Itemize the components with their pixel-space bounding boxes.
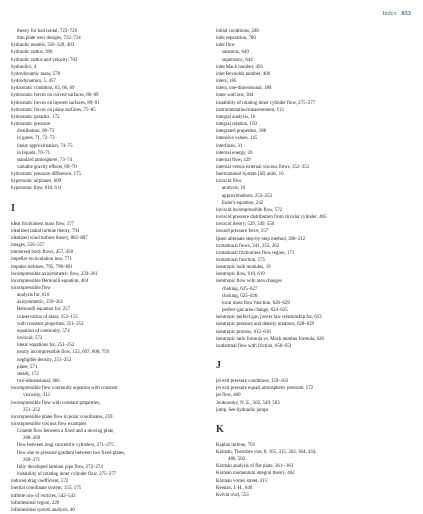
index-entry: hydrostatic condition, 65, 66, 89 <box>11 86 75 92</box>
index-entry: hypersonic airplanes, 609 <box>11 179 62 185</box>
index-subentry: instability of rotating inner cylinder flow, 275–277 <box>17 472 117 478</box>
index-subentry: 269–271 <box>23 457 41 463</box>
index-entry: inlet Mach number, 456 <box>216 64 263 70</box>
index-subentry: local mass flow function, 626–629 <box>222 300 290 306</box>
index-entry: hypersonic flow, 610, 611 <box>11 186 62 192</box>
index-entry: inner wall law, 364 <box>216 93 254 99</box>
index-entry: infinite row of vortices, 542–543 <box>11 493 76 499</box>
index-entry: hydrostatic paradox, 172 <box>11 114 60 120</box>
index-entry: isentropic flow, 610, 619 <box>216 272 265 278</box>
index-entry: hydrodynamics, 5, 457 <box>11 79 56 85</box>
index-subentry: analysis for, 610 <box>17 293 50 299</box>
index-entry: jet exit pressure equals atmospheric pressure, 172 <box>216 386 314 392</box>
index-entry: internal flow, 329 <box>216 157 251 163</box>
index-subentry: analysis, 16 <box>222 186 246 192</box>
running-header <box>382 10 411 17</box>
index-section-letter: K <box>216 423 224 435</box>
index-entry: inlets, 185 <box>216 79 237 85</box>
index-subentry: plane, 571 <box>17 364 38 370</box>
index-subentry: axisymmetric, 259–261 <box>17 300 64 306</box>
index-subentry: conservation of mass, 152–155 <box>17 314 78 320</box>
index-subentry: variable gravity effects, 69–70 <box>17 164 77 170</box>
index-entry: Kelvin oval, 553 <box>216 492 249 498</box>
index-entry: infinitesimal system analysis, 40 <box>11 507 75 513</box>
index-subentry: nearly incompressible flow, 152, 607, 608, 759 <box>17 350 110 356</box>
index-subentry: viscosity, 312 <box>23 393 50 399</box>
index-entry: Kármán, Theodore von, 8, 165, 315, 362, 364, 434, <box>216 449 317 455</box>
index-subentry: flow between long concentric cylinders, 271–275 <box>17 443 114 449</box>
index-entry: incompressible flow <box>11 286 51 291</box>
index-entry: hydrostatic forces on curved surfaces, 86–89 <box>11 93 99 99</box>
index-entry: inviscid flow <box>216 179 242 185</box>
index-entry: immersed body flows, 457, 458 <box>11 250 73 256</box>
index-entry: incompressible flow with constant properties, <box>11 400 101 406</box>
index-entry: images, 556–557 <box>11 243 45 249</box>
index-entry: hydrostatic pressure difference, 175 <box>11 172 81 178</box>
index-entry: inlets, one-dimensional, 188 <box>216 86 272 92</box>
index-entry: Kármán momentum integral theory, 462 <box>216 471 295 477</box>
index-entry: jet exit pressure conditions, 159–163 <box>216 379 289 385</box>
index-subentry: steady, 172 <box>17 371 39 377</box>
index-entry: Joukowsky, N. E., 502, 549, 563 <box>216 400 280 406</box>
index-entry: intensive values, 145 <box>216 136 258 142</box>
index-subentry: distribution, 68–73 <box>17 129 55 135</box>
index-section-letter: J <box>216 360 221 372</box>
index-entry: isentropic perfect gas, power law relationship for, 613 <box>216 315 322 321</box>
index-subentry: linear equations for, 251–252 <box>17 343 75 349</box>
index-entry: hydrostatic forces on plane surfaces, 75–85 <box>11 107 96 113</box>
index-subentry: with constant properties, 251–252 <box>17 321 84 327</box>
index-entry: inviscid pressure distribution from circular cylinder, 465 <box>216 215 327 221</box>
index-column-right <box>216 28 392 499</box>
index-entry: idealized wind turbine theory, 802–807 <box>11 235 88 241</box>
index-subentry: linear approximation, 74–75 <box>17 143 73 149</box>
index-subentry: supersonic, 644 <box>222 57 253 63</box>
index-entry: isentropic pressure and density relations, 628–629 <box>216 322 315 328</box>
index-entry: incompressible Bernoulli equation, 404 <box>11 278 89 284</box>
index-entry: impeller recirculation loss, 771 <box>11 257 72 263</box>
index-subentry: choking, 625–626 <box>222 293 258 299</box>
index-subentry: subsonic, 640 <box>222 50 249 56</box>
index-subentry: Euler's equation, 242 <box>222 200 264 206</box>
index-entry: Keenan, J. H., 640 <box>216 485 253 491</box>
index-entry: jump. See hydraulic jumps <box>216 407 269 413</box>
index-entry: incompressible plane flow in polar coordinates, 259 <box>11 414 113 420</box>
index-subentry: Couette flow between a fixed and a moving plate, <box>17 429 115 435</box>
index-entry: International System (SI) units, 10 <box>216 172 284 178</box>
index-entry: inviscid theory, 529, 549, 550 <box>216 222 275 228</box>
index-entry: irrotational flows, 241, 253, 262 <box>216 243 280 249</box>
index-entry: instability of rotating inner cylinder flow, 275–277 <box>216 100 316 106</box>
index-entry: incompressible viscous flow examples <box>11 421 87 427</box>
index-entry: Kármán analysis of flat plate, 361– 363 <box>216 464 294 470</box>
header-title: Index <box>382 10 397 17</box>
index-subentry: Bernoulli equation for, 257 <box>17 307 71 313</box>
index-entry: hydraulic radius and velocity, 702 <box>11 57 78 63</box>
index-entry: ideal frictionless mass flow, 177 <box>11 221 75 227</box>
index-entry: internal energy, 20 <box>216 150 253 156</box>
index-entry: isentropic process, 612–616 <box>216 329 271 335</box>
index-entry: Kaplan turbine, 793 <box>216 442 255 448</box>
index-entry: incompressible axisymmetric flow, 259–261 <box>11 271 98 277</box>
index-entry: idealized radial turbine theory, 794 <box>11 228 80 234</box>
index-entry: initial conditions, 248 <box>216 29 259 34</box>
index-subentry: 486, 502 <box>228 457 246 463</box>
index-entry: hydraulic models, 326–329, 403 <box>11 43 75 49</box>
index-subentry: perfect-gas area change, 624–625 <box>222 308 288 314</box>
index-entry: integrated properties, 188 <box>216 129 267 135</box>
index-subentry: approximations, 252–253 <box>222 193 272 199</box>
index-entry: hydrostatic forces on layered surfaces, 89–91 <box>11 100 100 106</box>
index-subentry: 251–252 <box>23 407 41 413</box>
index-subentry: thin plate weir designs, 732–734 <box>17 36 81 42</box>
index-entry: hydrostatic pressure <box>11 122 51 128</box>
index-entry: isentropic ratio formula vs. Mach number formula, 620 <box>216 336 324 342</box>
index-entry: isentropic bulk modulus, 19 <box>216 265 271 271</box>
index-column-left <box>11 28 187 514</box>
index-entry: impulse turbines, 795, 796–801 <box>11 264 73 270</box>
index-entry: inlet Reynolds number, 406 <box>216 71 271 77</box>
index-entry: inertial coordinate system, 155, 175 <box>11 486 82 492</box>
index-entry: irrotational frictionless flow region, 171 <box>216 250 295 256</box>
index-entry: instrumentation/measurement, 113 <box>216 107 284 113</box>
index-entry: integral relation, 150 <box>216 122 257 128</box>
index-subentry: equation of continuity, 574 <box>17 328 70 334</box>
index-entry: inviscid incompressible flow, 572 <box>216 207 282 213</box>
index-entry: inlet separation, 780 <box>216 36 256 42</box>
index-entry: inward pressure force, 157 <box>216 229 269 235</box>
index-subentry: standard atmosphere, 73–74 <box>17 157 73 163</box>
index-subentry: in gases, 71, 72–73 <box>17 136 55 142</box>
index-entry: incompressible flow continuity equation with constant <box>11 386 118 392</box>
index-subentry: negligible density, 251–252 <box>17 357 72 363</box>
index-entry: irrotational function, 575 <box>216 258 266 263</box>
index-subentry: choking, 625–627 <box>222 286 258 292</box>
index-subentry: in liquids, 70–71 <box>17 150 51 156</box>
index-entry: induced drag coefficient, 572 <box>11 479 69 485</box>
index-subentry: theory for horizontal, 723–726 <box>17 29 78 34</box>
index-entry: internal versus external viscous flows, 352–353 <box>216 164 310 170</box>
index-entry: hydrodynamic mass, 578 <box>11 71 61 77</box>
index-entry: isothermal flow with friction, 650–651 <box>216 343 292 349</box>
index-entry: inlet flow <box>216 43 235 49</box>
index-section-letter: I <box>11 202 15 214</box>
index-subentry: fully developed laminar pipe flow, 272–274 <box>17 464 103 470</box>
index-subentry: 268–269 <box>23 436 41 442</box>
index-entry: interfaces, 31 <box>216 143 243 149</box>
index-entry: jet flow, 460 <box>216 393 241 399</box>
index-entry: hydraulics, 4 <box>11 64 37 70</box>
index-entry: integral analysis, 16 <box>216 114 256 120</box>
index-entry: Kármán vortex street, 315 <box>216 478 268 484</box>
index-entry: infinitesimal region, 229 <box>11 500 60 506</box>
index-subentry: inviscid, 572 <box>17 336 43 342</box>
index-subentry: flow due to pressure gradient between two fixed plates, <box>17 450 126 456</box>
index-subentry: two-dimensional, 466 <box>17 379 60 385</box>
index-entry: isentropic flow with area changes <box>216 279 282 285</box>
page-number: 853 <box>401 10 411 17</box>
index-entry: hydraulic radius, 390 <box>11 50 53 56</box>
index-entry: Ipsen alternate step-by-step method, 300–312 <box>216 236 306 242</box>
